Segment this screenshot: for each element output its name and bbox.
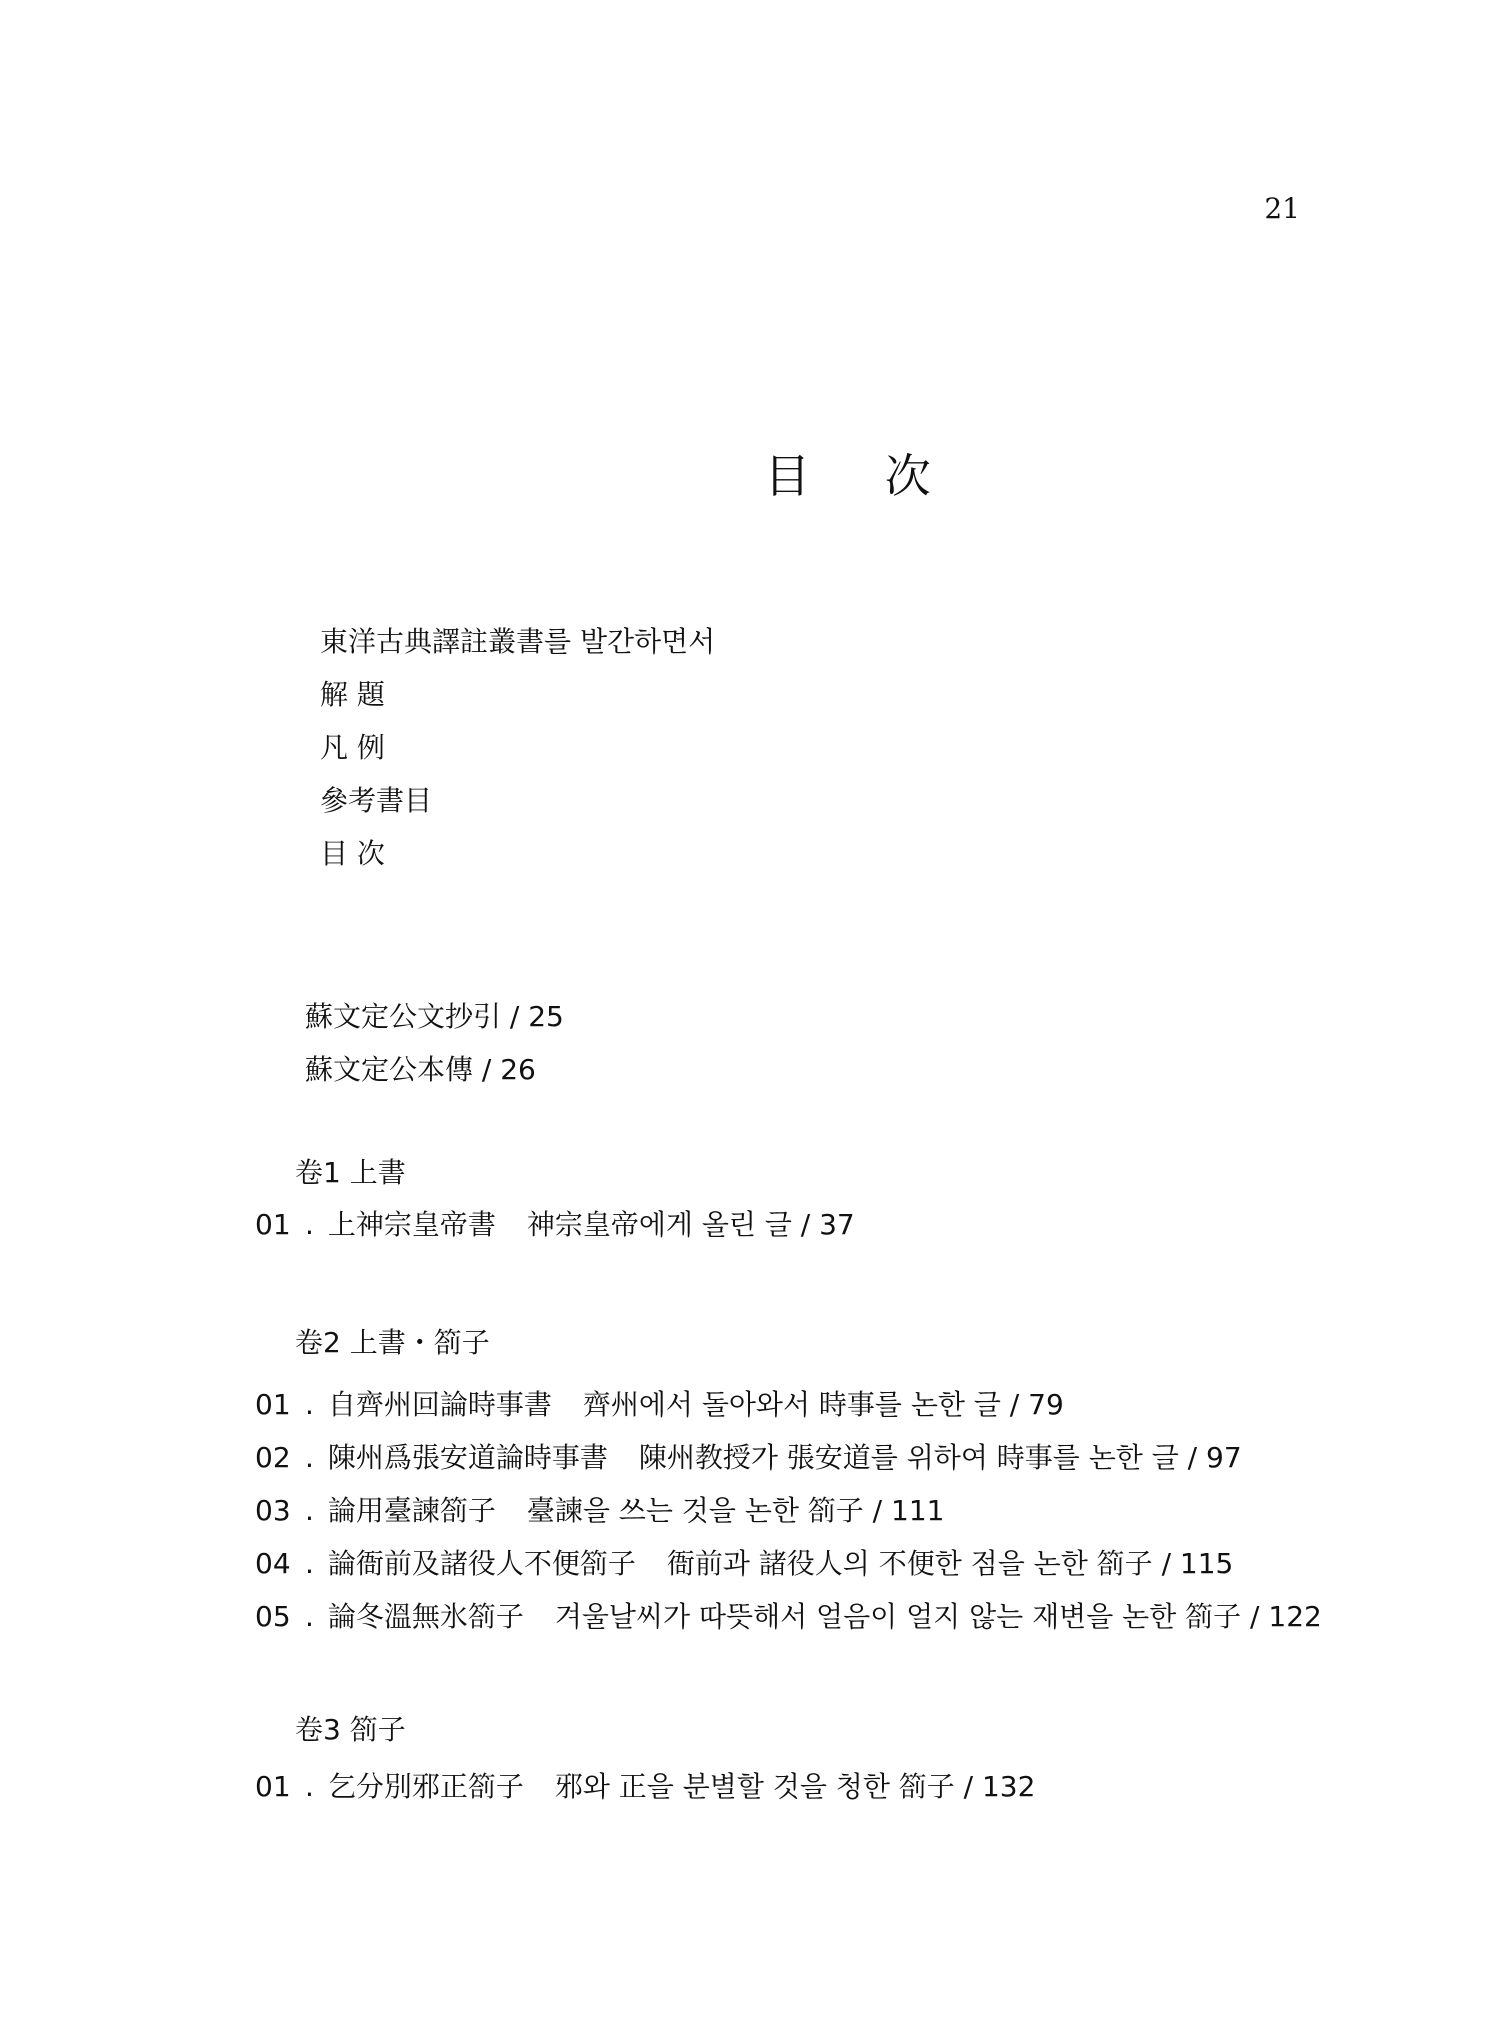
- toc-entry: 01 . 自齊州回論時事書 齊州에서 돌아와서 時事를 논한 글 / 79: [255, 1378, 1322, 1431]
- front-matter-item-introduction: 解 題: [320, 678, 385, 711]
- entry-number: 01: [255, 1208, 291, 1241]
- entry-description: 겨울날씨가 따뜻해서 얼음이 얼지 않는 재변을 논한 箚子 / 122: [554, 1600, 1322, 1633]
- volume-heading: 卷3 箚子: [295, 1713, 406, 1746]
- entry-list: [255, 1760, 1035, 1813]
- entry-title: 論冬溫無氷箚子: [327, 1600, 524, 1633]
- entry-number: 01: [255, 1388, 291, 1421]
- entry-title: 自齊州回論時事書: [327, 1388, 552, 1421]
- volume-heading: 卷2 上書・箚子: [295, 1326, 490, 1359]
- page-number: 21: [1264, 192, 1300, 225]
- entry-number: 05: [255, 1600, 291, 1633]
- intro-list: [305, 990, 564, 1096]
- volume-heading: 卷1 上書: [295, 1156, 406, 1189]
- entry-description: 陳州教授가 張安道를 위하여 時事를 논한 글 / 97: [638, 1441, 1242, 1474]
- entry-title: 上神宗皇帝書: [327, 1208, 496, 1241]
- toc-entry: 04 . 論衙前及諸役人不便箚子 衙前과 諸役人의 不便한 점을 논한 箚子 / 115: [255, 1537, 1322, 1590]
- intro-item: 蘇文定公文抄引 / 25: [305, 1000, 564, 1033]
- entry-description: 齊州에서 돌아와서 時事를 논한 글 / 79: [582, 1388, 1064, 1421]
- front-matter-item-explanatory-notes: 凡 例: [320, 731, 385, 764]
- entry-number: 01: [255, 1770, 291, 1803]
- front-matter-item-foreword: 東洋古典譯註叢書를 발간하면서: [320, 625, 716, 658]
- toc-entry: 02 . 陳州爲張安道論時事書 陳州教授가 張安道를 위하여 時事를 논한 글 / 97: [255, 1431, 1322, 1484]
- entry-description: 臺諫을 쓰는 것을 논한 箚子 / 111: [526, 1494, 945, 1527]
- intro-item: 蘇文定公本傳 / 26: [305, 1053, 536, 1086]
- entry-description: 邪와 正을 분별할 것을 청한 箚子 / 132: [554, 1770, 1036, 1803]
- entry-description: 衙前과 諸役人의 不便한 점을 논한 箚子 / 115: [666, 1547, 1234, 1580]
- entry-list: [255, 1198, 855, 1251]
- entry-number: 04: [255, 1547, 291, 1580]
- entry-title: 乞分別邪正箚子: [327, 1770, 524, 1803]
- entry-number: 03: [255, 1494, 291, 1527]
- toc-entry: 03 . 論用臺諫箚子 臺諫을 쓰는 것을 논한 箚子 / 111: [255, 1484, 1322, 1537]
- toc-entry: 01 . 乞分別邪正箚子 邪와 正을 분별할 것을 청한 箚子 / 132: [255, 1760, 1035, 1813]
- front-matter-item-contents: 目 次: [320, 837, 385, 870]
- page-title: 目 次: [764, 449, 961, 503]
- entry-title: 論用臺諫箚子: [327, 1494, 496, 1527]
- toc-entry: 05 . 論冬溫無氷箚子 겨울날씨가 따뜻해서 얼음이 얼지 않는 재변을 논한 箚子 / 122: [255, 1590, 1322, 1643]
- entry-title: 論衙前及諸役人不便箚子: [327, 1547, 636, 1580]
- entry-description: 神宗皇帝에게 올린 글 / 37: [526, 1208, 855, 1241]
- entry-list: [255, 1378, 1322, 1643]
- entry-title: 陳州爲張安道論時事書: [327, 1441, 608, 1474]
- front-matter-item-bibliography: 參考書目: [320, 784, 433, 817]
- front-matter-list: [320, 615, 715, 880]
- toc-entry: 01 . 上神宗皇帝書 神宗皇帝에게 올린 글 / 37: [255, 1198, 855, 1251]
- entry-number: 02: [255, 1441, 291, 1474]
